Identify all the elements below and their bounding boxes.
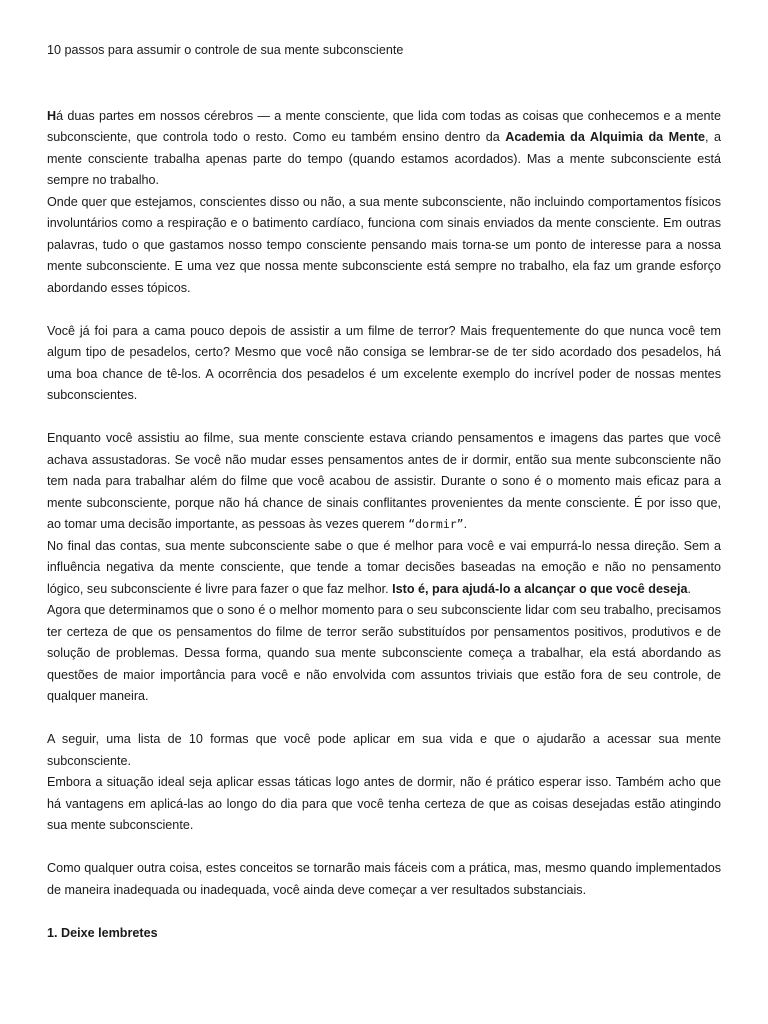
paragraph-5-emphasis: Isto é, para ajudá-lo a alcançar o que você deseja — [392, 581, 688, 596]
paragraph-5 — [47, 536, 721, 601]
paragraph-9: Como qualquer outra coisa, estes conceitos se tornarão mais fáceis com a prática, mas, mesmo quando implementados de maneira inadequada ou inadequada, você ainda deve começar a ver resultados substanciais. — [47, 861, 721, 897]
paragraph-1-text-b: , a mente consciente trabalha apenas parte do tempo (quando estamos acordados). Mas a mente subconsciente está sempre no trabalho. — [47, 130, 721, 187]
paragraph-4-text-b: . — [463, 517, 468, 531]
document-title: 10 passos para assumir o controle de sua mente subconsciente — [47, 43, 404, 57]
document-page — [47, 40, 721, 944]
paragraph-6: Agora que determinamos que o sono é o melhor momento para o seu subconsciente lidar com seu trabalho, precisamos ter certeza de que os pensamentos do filme de terror serão substituídos por pensamentos positivos, produtivos e de solução de problemas. Dessa forma, quando sua mente subconsciente começa a trabalhar, ela está abordando as questões de maior importância para você e não envolvida com assuntos triviais que estão fora de seu controle, de qualquer maneira. — [47, 603, 721, 703]
paragraph-5-text-b: . — [687, 581, 692, 596]
paragraph-8: Embora a situação ideal seja aplicar essas táticas logo antes de dormir, não é prático esperar isso. Também acho que há vantagens em aplicá-las ao longo do dia para que você tenha certeza de que as coisas desejadas estão atingindo sua mente subconsciente. — [47, 775, 721, 832]
paragraph-1-text-a: á duas partes em nossos cérebros — a mente consciente, que lida com todas as coisas que conhecemos e a mente subconsciente, que controla todo o resto. Como eu também ensino dentro da — [47, 108, 721, 144]
paragraph-4 — [47, 428, 721, 536]
drop-letter: H — [47, 108, 57, 123]
paragraph-5-text-a: No final das contas, sua mente subconsciente sabe o que é melhor para você e vai empurrá-lo nessa direção. Sem a influência negativa da mente consciente, que tende a tomar decisões baseadas na emoção e não no pensamento lógico, seu subconsciente é livre para fazer o que faz melhor. — [47, 538, 721, 596]
section-heading: 1. Deixe lembretes — [47, 925, 158, 940]
paragraph-4-text-a: Enquanto você assistiu ao filme, sua mente consciente estava criando pensamentos e imagens das partes que você achava assustadoras. Se você não mudar esses pensamentos antes de ir dormir, então sua mente subconsciente não tem nada para trabalhar além do filme que você acabou de assistir. Durante o sono é o momento mais eficaz para a mente subconsciente, porque não há chance de sinais conflitantes provenientes da mente consciente. É por isso que, ao tomar uma decisão importante, as pessoas às vezes querem — [47, 431, 721, 531]
paragraph-1 — [47, 106, 721, 192]
academy-name: Academia da Alquimia da Mente — [505, 130, 706, 144]
paragraph-3: Você já foi para a cama pouco depois de assistir a um filme de terror? Mais frequentemente do que nunca você tem algum tipo de pesadelos, certo? Mesmo que você não consiga se lembrar-se de ter sido acordado dos pesadelos, há uma boa chance de tê-los. A ocorrência dos pesadelos é um excelente exemplo do incrível poder de nossas mentes subconscientes. — [47, 323, 721, 402]
paragraph-2: Onde quer que estejamos, conscientes disso ou não, a sua mente subconsciente, não incluindo comportamentos físicos involuntários como a respiração e o batimento cardíaco, funciona com sinais enviados da mente consciente. Em outras palavras, tudo o que gastamos nosso tempo consciente pensando mais torna-se um ponto de interesse para a nossa mente subconsciente. E uma vez que nossa mente subconsciente está sempre no trabalho, ela faz um grande esforço abordando esses tópicos. — [47, 194, 721, 295]
paragraph-7: A seguir, uma lista de 10 formas que você pode aplicar em sua vida e que o ajudarão a acessar sua mente subconsciente. — [47, 732, 721, 768]
quoted-word: “dormir” — [408, 517, 464, 531]
